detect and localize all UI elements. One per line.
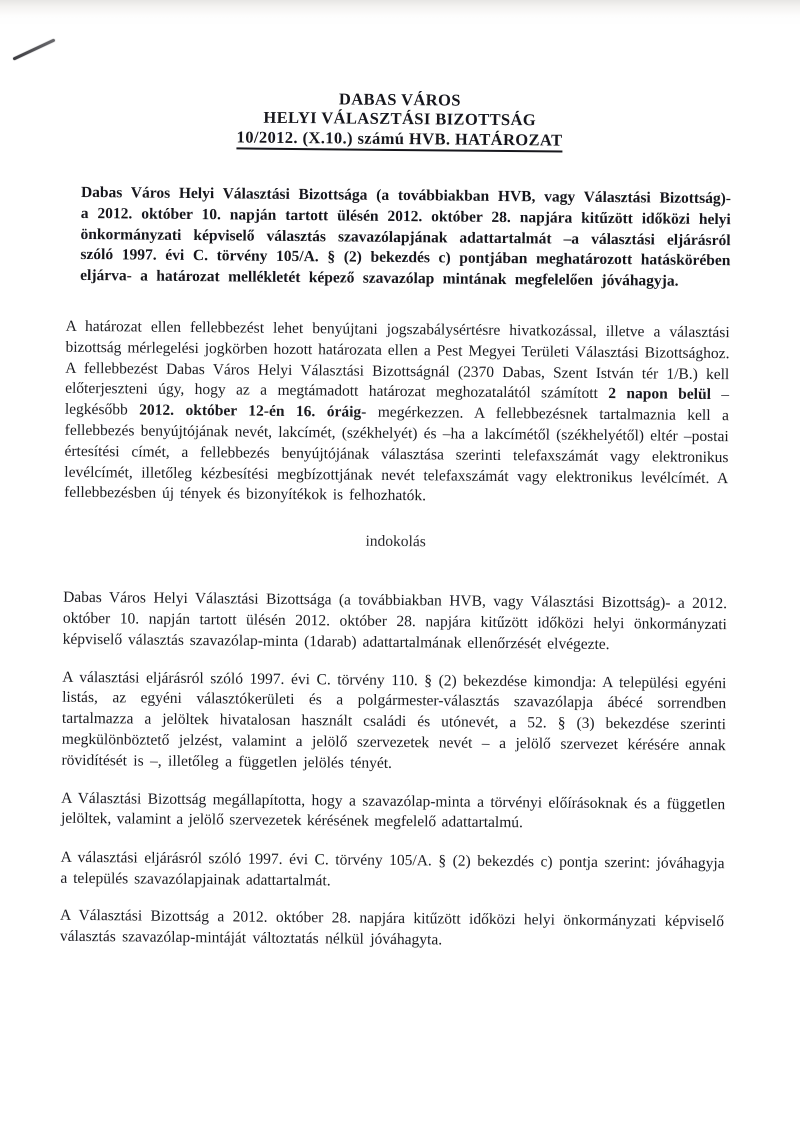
- reasoning-paragraph-1: Dabas Város Helyi Választási Bizottsága (a továbbiakban HVB, vagy Választási Bizottság)- a 2012. október 10. napján tartott ülésén 2012. október 28. napjára kitűzött időközi helyi önkormányzati képviselő választás szavazólap-minta (1darab) adattartalmának ellenőrzését elvégezte.: [62, 588, 728, 653]
- decision-paragraph: Dabas Város Helyi Választási Bizottsága (a továbbiakban HVB, vagy Választási Bizottság)- a 2012. október 10. napján tartott ülésén 2012. október 28. napjára kitűzött időközi helyi önkormányzati képviselő választás szavazólapjának adattartalmát –a választási eljárásról szóló 1997. évi C. törvény 105/A. § (2) bekezdés c) pontjában meghatározott hatáskörében eljárva- a határozat mellékletét képező szavazólap mintának megfelelően jóváhagyja.: [80, 183, 732, 290]
- reasoning-paragraph-2: A választási eljárásról szóló 1997. évi C. törvény 110. § (2) bekezdése kimondja: A települési egyéni listás, az egyéni választókerületi és a polgármester-választás szavazólapja ábécé sorrendben tartalmazza a jelöltek hivatalosan használt családi és utónevét, a 52. § (3) bekezdése szerinti megkülönböztető jelzést, valamint a jelölő szervezetek nevét – a jelölő szervezet kérésére annak rövidítését is –, illetőleg a független jelölés tényét.: [61, 668, 727, 772]
- pen-stroke-mark: [13, 38, 56, 60]
- title-committee: HELYI VÁLASZTÁSI BIZOTTSÁG: [263, 107, 537, 130]
- appeal-text-segment: A határozat ellen fellebbezést lehet benyújtani jogszabálysértésre hivatkozással, illetve a választási bizottság mérlegelési jogkörben hozott határozata ellen a Pest Megyei Területi Választási Bizottsághoz. A fellebbezést Dabas Város Helyi Választási Bizottságnál (2370 Dabas, Szent István tér 1/B.) kell előterjeszteni úgy, hogy az a megtámadott határozat meghozatalától számított: [65, 317, 730, 403]
- document-header: [67, 87, 732, 154]
- appeal-deadline-date: 2012. október 12-én 16. óráig-: [139, 401, 367, 421]
- reasoning-paragraph-5: A Választási Bizottság a 2012. október 28. napjára kitűzött időközi helyi önkormányzati képviselő választás szavazólap-mintáját változtatás nélkül jóváhagyta.: [59, 906, 725, 948]
- appeal-text-segment: megérkezzen. A fellebbezésnek tartalmaznia kell a fellebbezés benyújtójának nevét, lakcímét, (székhelyét) és –ha a lakcímétől (székhelyétől) eltér –postai értesítési címét, a fellebbezés benyújtójának választása szerinti telefaxszámát vagy elektronikus levélcímét, illetőleg kézbesítési megbízottjának nevét telefaxszámát vagy elektronikus levélcímét. A fellebbezésben új tények és bizonyítékok is felhozhatók.: [64, 403, 729, 505]
- reasoning-paragraph-4: A választási eljárásról szóló 1997. évi C. törvény 105/A. § (2) bekezdés c) pontja szerint: jóváhagyja a település szavazólapjainak adattartalmát.: [60, 848, 725, 890]
- title-decision-number: 10/2012. (X.10.) számú HVB. HATÁROZAT: [236, 127, 562, 152]
- title-city: DABAS VÁROS: [338, 89, 461, 110]
- document-body: [60, 87, 732, 954]
- appeal-deadline-days: 2 napon belül: [608, 385, 712, 404]
- appeal-text-segment: –legkésőbb: [64, 386, 730, 419]
- section-heading-indokolas: indokolás: [365, 532, 426, 551]
- reasoning-paragraph-3: A Választási Bizottság megállapította, hogy a szavazólap-minta a törvényi előírásoknak és a független jelöltek, valamint a jelölő szervezetek kérésének megfelelő adattartalmú.: [60, 789, 726, 832]
- appeal-paragraph: [64, 317, 730, 511]
